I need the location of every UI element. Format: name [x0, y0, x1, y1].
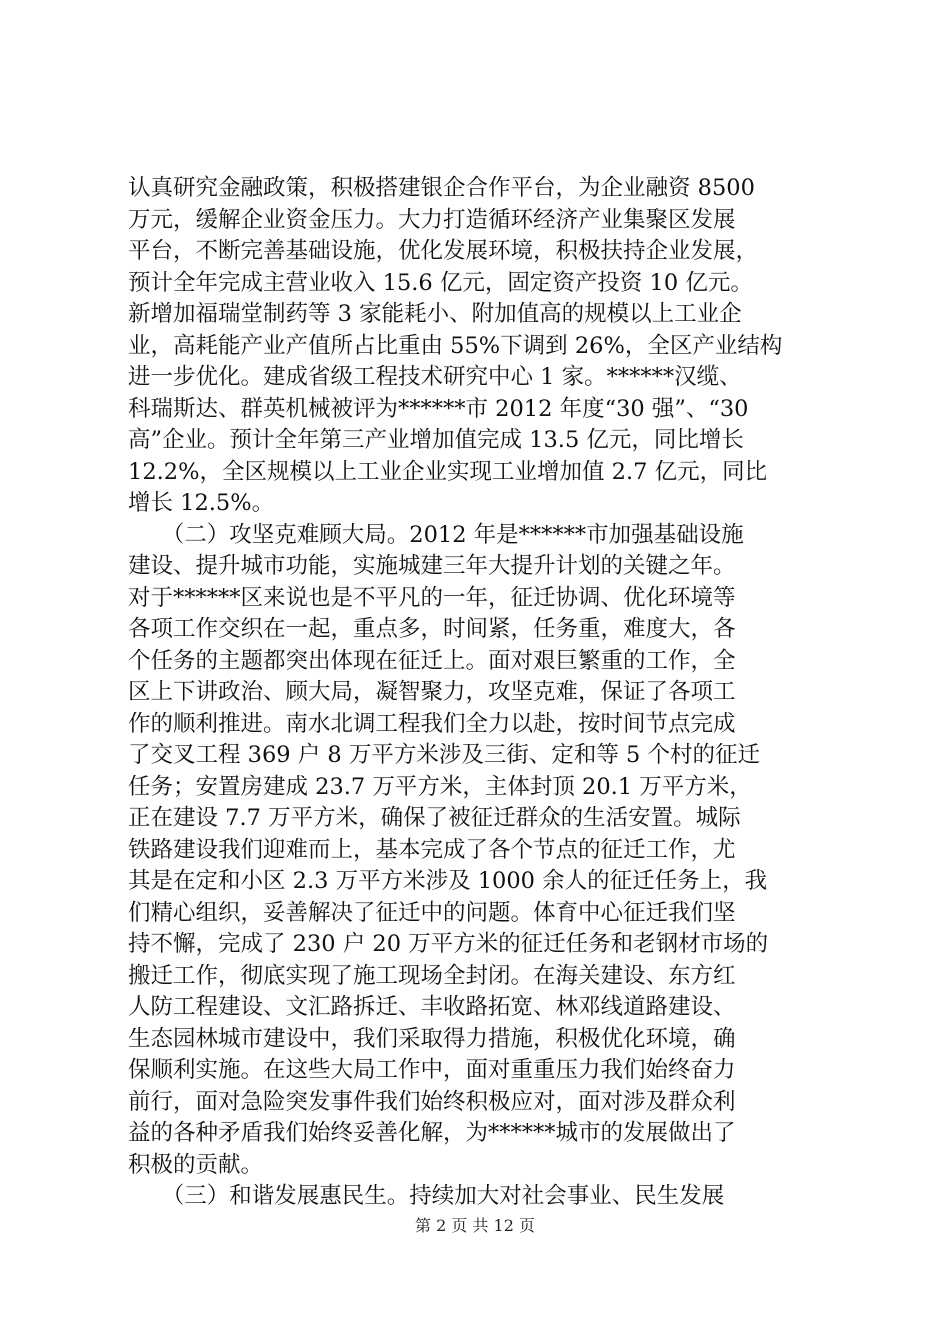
text-line: 正在建设 7.7 万平方米，确保了被征迁群众的生活安置。城际 [128, 805, 741, 831]
text-line: 任务；安置房建成 23.7 万平方米，主体封顶 20.1 万平方米， [128, 773, 752, 800]
text-line: 积极的贡献。 [128, 1151, 264, 1178]
text-line: 个任务的主题都突出体现在征迁上。面对艰巨繁重的工作，全 [128, 647, 736, 674]
text-line: 平台，不断完善基础设施，优化发展环境，积极扶持企业发展， [128, 238, 759, 264]
text-line: 对于******区来说也是不平凡的一年，征迁协调、优化环境等 [128, 584, 736, 611]
text-line: 科瑞斯达、群英机械被评为******市 2012 年度“30 强”、“30 [128, 395, 749, 422]
page-footer: 第 2 页 共 12 页 [415, 1216, 535, 1235]
text-line: 前行，面对急险突发事件我们始终积极应对，面对涉及群众利 [128, 1088, 736, 1115]
text-line: 持不懈，完成了 230 户 20 万平方米的征迁任务和老钢材市场的 [128, 931, 769, 957]
text-line: 高”企业。预计全年第三产业增加值完成 13.5 亿元，同比增长 [128, 427, 744, 453]
text-line: 区上下讲政治、顾大局，凝智聚力，攻坚克难，保证了各项工 [128, 679, 736, 705]
text-line: 各项工作交织在一起，重点多，时间紧，任务重，难度大，各 [128, 616, 736, 642]
paragraph-heading-line: （三）和谐发展惠民生。持续加大对社会事业、民生发展 [128, 1183, 725, 1209]
text-line: 保顺利实施。在这些大局工作中，面对重重压力我们始终奋力 [128, 1057, 736, 1083]
text-line: 增长 12.5%。 [128, 490, 275, 516]
text-line: 进一步优化。建成省级工程技术研究中心 1 家。******汉缆、 [128, 364, 742, 390]
body-text [128, 173, 832, 1213]
text-line: 人防工程建设、文汇路拆迁、丰收路拓宽、林邓线道路建设、 [128, 994, 736, 1020]
text-line: 搬迁工作，彻底实现了施工现场全封闭。在海关建设、东方红 [128, 962, 736, 989]
text-line: 新增加福瑞堂制药等 3 家能耗小、附加值高的规模以上工业企 [128, 301, 742, 327]
text-line: 认真研究金融政策，积极搭建银企合作平台，为企业融资 8500 [128, 175, 755, 201]
text-line: 万元，缓解企业资金压力。大力打造循环经济产业集聚区发展 [128, 206, 736, 233]
text-line: 业，高耗能产业产值所占比重由 55%下调到 26%，全区产业结构 [128, 332, 783, 359]
text-line: 铁路建设我们迎难而上，基本完成了各个节点的征迁工作，尤 [128, 836, 736, 863]
text-line: 预计全年完成主营业收入 15.6 亿元，固定资产投资 10 亿元。 [128, 269, 753, 296]
text-line: 们精心组织，妥善解决了征迁中的问题。体育中心征迁我们坚 [128, 899, 736, 926]
text-line: 了交叉工程 369 户 8 万平方米涉及三街、定和等 5 个村的征迁 [128, 742, 760, 768]
text-line: 生态园林城市建设中，我们采取得力措施，积极优化环境，确 [128, 1025, 736, 1052]
text-line: 12.2%，全区规模以上工业企业实现工业增加值 2.7 亿元，同比 [128, 458, 768, 485]
paragraph-heading-line: （二）攻坚克难顾大局。2012 年是******市加强基础设施 [128, 521, 744, 548]
text-line: 作的顺利推进。南水北调工程我们全力以赴，按时间节点完成 [128, 710, 736, 737]
text-line: 建设、提升城市功能，实施城建三年大提升计划的关键之年。 [128, 553, 736, 579]
text-line: 其是在定和小区 2.3 万平方米涉及 1000 余人的征迁任务上，我 [128, 868, 768, 894]
text-line: 益的各种矛盾我们始终妥善化解，为******城市的发展做出了 [128, 1120, 736, 1146]
